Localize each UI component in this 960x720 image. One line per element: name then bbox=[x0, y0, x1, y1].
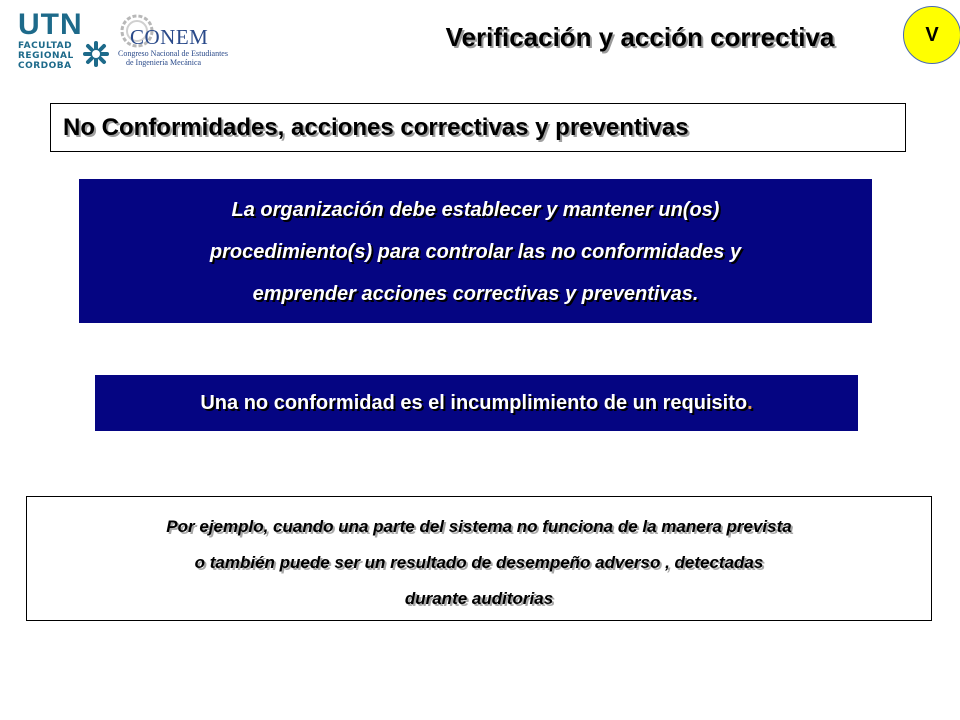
conem-logo-line-2: de Ingeniería Mecánica bbox=[126, 58, 202, 67]
example-line-1: Por ejemplo, cuando una parte del sistema no funciona de la manera prevista bbox=[166, 517, 792, 536]
utn-star-icon bbox=[82, 40, 110, 68]
example-line-3: durante auditorias bbox=[404, 589, 554, 608]
requirement-line-3: emprender acciones correctivas y preventivas. bbox=[252, 283, 699, 305]
section-badge: V bbox=[903, 6, 960, 64]
nonconformity-definition-period: . bbox=[747, 391, 753, 414]
utn-logo bbox=[18, 8, 114, 71]
utn-logo-line-2: REGIONAL bbox=[18, 51, 74, 61]
nonconformity-definition-text: Una no conformidad es el incumplimiento de un requisito bbox=[200, 391, 748, 414]
section-heading-text: No Conformidades, acciones correctivas y preventivas bbox=[63, 113, 689, 141]
example-line-2: o también puede ser un resultado de desempeño adverso , detectadas bbox=[194, 553, 764, 572]
requirement-box bbox=[79, 179, 872, 323]
nonconformity-definition-box bbox=[95, 375, 858, 431]
example-box bbox=[26, 496, 932, 621]
slide-title: Verificación y acción correctiva bbox=[445, 22, 835, 52]
conem-logo-line-1: Congreso Nacional de Estudiantes bbox=[118, 49, 228, 58]
requirement-line-1: La organización debe establecer y mantener un(os) bbox=[231, 199, 720, 221]
conem-logo-word: CONEM bbox=[130, 25, 209, 49]
conem-logo bbox=[118, 12, 238, 68]
utn-logo-word: UTN bbox=[18, 8, 83, 41]
utn-logo-line-3: CORDOBA bbox=[18, 61, 72, 71]
utn-logo-line-1: FACULTAD bbox=[18, 41, 73, 51]
section-heading bbox=[50, 103, 906, 152]
requirement-line-2: procedimiento(s) para controlar las no conformidades y bbox=[209, 241, 742, 263]
